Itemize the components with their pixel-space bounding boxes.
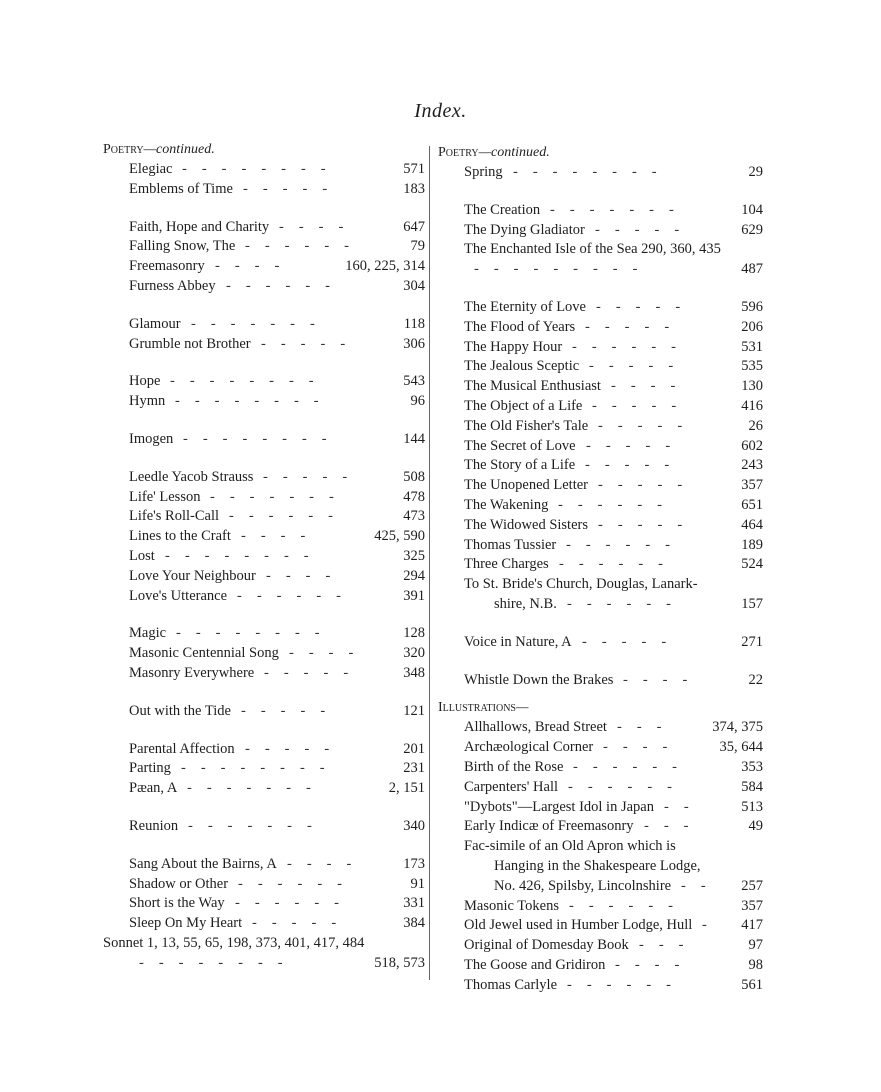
entry-page: 340	[403, 817, 425, 834]
entry-title: Thomas Tussier	[464, 536, 557, 553]
entry-title: Hymn	[129, 393, 166, 410]
entry-page: 353	[741, 758, 763, 775]
leader-dots: -	[702, 917, 722, 934]
index-entry	[438, 496, 763, 516]
entry-title: The Goose and Gridiron	[464, 956, 606, 973]
leader-dots: ------	[567, 976, 686, 993]
entry-title: The Unopened Letter	[464, 477, 589, 494]
entry-page: 348	[403, 664, 425, 681]
leader-dots: ---------	[474, 261, 653, 278]
leader-dots: --------	[170, 373, 329, 390]
entry-title: To St. Bride's Church, Douglas, Lanark-	[464, 576, 698, 593]
leader-dots: ------	[229, 508, 348, 525]
entry-title: Early Indicæ of Freemasonry	[464, 818, 634, 835]
entry-title: Leedle Yacob Strauss	[129, 468, 254, 485]
entry-title: Pæan, A	[129, 780, 178, 797]
index-entry	[438, 516, 763, 536]
entry-title: Love Your Neighbour	[129, 567, 256, 584]
entry-title: Glamour	[129, 315, 181, 332]
entry-page: 26	[748, 417, 763, 434]
entry-page: 130	[741, 378, 763, 395]
entry-page: 524	[741, 556, 763, 573]
leader-dots: -----	[592, 397, 692, 414]
leader-dots: -----	[264, 664, 364, 681]
entry-title: The Dying Gladiator	[464, 221, 585, 238]
leader-dots: ------	[235, 895, 354, 912]
entry-title: Three Charges	[464, 556, 549, 573]
entry-page: 357	[741, 477, 763, 494]
entry-title: Hanging in the Shakespeare Lodge,	[494, 857, 701, 874]
index-entry	[103, 468, 425, 488]
entry-title: Masonry Everywhere	[129, 664, 255, 681]
page-header: Index.	[414, 100, 467, 122]
leader-dots: ------	[569, 897, 688, 914]
index-entry	[438, 536, 763, 556]
index-entry	[438, 201, 763, 221]
entry-page: 571	[403, 161, 425, 177]
index-entry	[103, 277, 425, 297]
leader-dots: ---	[639, 937, 699, 954]
entry-page: 425, 590	[374, 528, 425, 545]
entry-title: Love's Utterance	[129, 587, 228, 604]
entry-title: Hope	[129, 373, 161, 390]
entry-page: 602	[741, 437, 763, 454]
entry-page: 98	[748, 956, 763, 973]
index-entry	[103, 875, 425, 895]
entry-page: 79	[410, 238, 425, 255]
leader-dots: ----	[289, 645, 369, 662]
index-entry	[438, 575, 763, 595]
entry-title: Spring	[464, 164, 503, 180]
leader-dots: --------	[175, 393, 334, 410]
leader-dots: --------	[165, 547, 324, 564]
entry-page: 173	[403, 855, 425, 872]
index-entry	[438, 377, 763, 397]
index-entry	[438, 837, 763, 857]
index-entry	[103, 507, 425, 527]
index-entry	[438, 897, 763, 917]
leader-dots: --	[681, 877, 721, 894]
entry-page: 391	[403, 587, 425, 604]
leader-dots: -----	[245, 740, 345, 757]
index-entry	[438, 240, 763, 260]
index-entry	[438, 318, 763, 338]
leader-dots: -----	[598, 417, 698, 434]
entry-title: Faith, Hope and Charity	[129, 218, 270, 235]
entry-title: Birth of the Rose	[464, 758, 564, 775]
left-column	[103, 140, 425, 974]
entry-title: Sang About the Bairns, A	[129, 855, 277, 872]
index-entry	[103, 934, 425, 954]
leader-dots: --------	[181, 760, 340, 777]
entry-page: 384	[403, 915, 425, 932]
illustration-entries	[438, 718, 763, 995]
entry-page: 160, 225, 314	[345, 258, 425, 275]
section-heading-illustrations	[438, 698, 763, 718]
entry-title: The Creation	[464, 201, 541, 218]
entry-title: Thomas Carlyle	[464, 976, 558, 993]
leader-dots: ----	[279, 218, 359, 235]
entry-title: Reunion	[129, 817, 179, 834]
index-entry	[103, 567, 425, 587]
index-entry	[103, 702, 425, 722]
leader-dots: -------	[550, 201, 689, 218]
group-gap	[438, 615, 763, 633]
entry-page: 271	[741, 633, 763, 650]
index-entry	[438, 718, 763, 738]
section-continued: —continued.	[478, 145, 550, 160]
index-entry	[438, 595, 763, 615]
entry-page: 306	[403, 335, 425, 352]
entry-title: Life's Roll-Call	[129, 508, 220, 525]
index-entry	[438, 357, 763, 377]
entry-page: 513	[741, 798, 763, 815]
leader-dots: ----	[611, 378, 691, 395]
leader-dots: -----	[582, 633, 682, 650]
entry-page: 543	[403, 373, 425, 390]
leader-dots: -----	[252, 915, 352, 932]
leader-dots: ----	[215, 258, 295, 275]
leader-dots: -----	[586, 437, 686, 454]
group-gap	[103, 200, 425, 218]
group-gap	[103, 722, 425, 740]
index-entry	[438, 298, 763, 318]
entry-page: 243	[741, 457, 763, 474]
section-heading-poetry	[438, 143, 763, 163]
index-entry	[438, 778, 763, 798]
index-entry	[103, 894, 425, 914]
index-entry	[103, 855, 425, 875]
leader-dots: -------	[191, 315, 330, 332]
entry-page: 189	[741, 536, 763, 553]
leader-dots: -----	[241, 702, 341, 719]
entry-title: Masonic Centennial Song	[129, 645, 279, 662]
group-gap	[103, 354, 425, 372]
index-entry	[103, 664, 425, 684]
entry-page: 417	[741, 917, 763, 934]
poetry-entries	[438, 163, 763, 690]
entry-title: Old Jewel used in Humber Lodge, Hull	[464, 917, 693, 934]
entry-page: 35, 644	[719, 739, 763, 756]
index-entry	[103, 817, 425, 837]
entry-title: Imogen	[129, 430, 174, 447]
entry-page: 320	[403, 645, 425, 662]
index-entry	[438, 260, 763, 280]
entry-page: 118	[403, 315, 425, 332]
leader-dots: ----	[623, 671, 703, 688]
entry-title: Lost	[129, 547, 155, 564]
leader-dots: ------	[566, 536, 685, 553]
leader-dots: --------	[176, 625, 335, 642]
group-gap	[438, 183, 763, 201]
entry-title: The Wakening	[464, 496, 549, 513]
leader-dots: ------	[245, 238, 364, 255]
leader-dots: ----	[603, 739, 683, 756]
leader-dots: ---	[617, 719, 677, 736]
leader-dots: -----	[585, 457, 685, 474]
index-entry	[438, 857, 763, 877]
leader-dots: -----	[263, 468, 363, 485]
index-entry	[103, 372, 425, 392]
entry-title: Whistle Down the Brakes	[464, 671, 614, 688]
index-entry	[438, 633, 763, 653]
entry-title: Parental Affection	[129, 740, 235, 757]
entry-title: Magic	[129, 625, 167, 642]
leader-dots: ------	[238, 875, 357, 892]
entry-title: The Widowed Sisters	[464, 516, 588, 533]
leader-dots: ------	[568, 778, 687, 795]
entry-title: The Old Fisher's Tale	[464, 417, 589, 434]
entry-page: 374, 375	[712, 719, 763, 736]
leader-dots: --------	[513, 164, 672, 180]
group-gap	[103, 450, 425, 468]
index-entry	[438, 798, 763, 818]
leader-dots: -----	[596, 298, 696, 315]
section-heading-poetry	[103, 140, 425, 160]
index-entry	[438, 671, 763, 691]
entry-page: 325	[403, 547, 425, 564]
entry-page: 91	[410, 875, 425, 892]
group-gap	[103, 684, 425, 702]
leader-dots: ------	[226, 277, 345, 294]
entry-title: Archæological Corner	[464, 739, 594, 756]
group-gap	[438, 280, 763, 298]
entry-page: 49	[748, 818, 763, 835]
section-continued: —continued.	[143, 142, 215, 157]
entry-page: 22	[748, 671, 763, 688]
entry-page: 651	[741, 496, 763, 513]
leader-dots: ------	[573, 758, 692, 775]
index-entry	[103, 954, 425, 974]
index-entry	[103, 392, 425, 412]
entry-page: 535	[741, 358, 763, 375]
index-entry	[438, 163, 763, 183]
leader-dots: -------	[187, 780, 326, 797]
index-entry	[103, 644, 425, 664]
group-gap	[103, 606, 425, 624]
leader-dots: ----	[615, 956, 695, 973]
entry-title: Falling Snow, The	[129, 238, 236, 255]
entry-page: 183	[403, 180, 425, 197]
entry-title: The Happy Hour	[464, 338, 563, 355]
leader-dots: ------	[567, 595, 686, 612]
index-entry	[103, 218, 425, 238]
entry-title: Allhallows, Bread Street	[464, 719, 607, 736]
index-entry	[103, 759, 425, 779]
index-entry	[438, 555, 763, 575]
entry-title: Elegiac	[129, 161, 173, 177]
entry-page: 478	[403, 488, 425, 505]
entry-title: Furness Abbey	[129, 277, 216, 294]
leader-dots: -----	[598, 477, 698, 494]
index-entry	[438, 417, 763, 437]
entry-title: Sonnet 1, 13, 55, 65, 198, 373, 401, 417, 484	[103, 934, 365, 951]
section-title: Illustrations	[438, 700, 516, 716]
entry-title: Freemasonry	[129, 258, 205, 275]
entry-title: The Musical Enthusiast	[464, 378, 601, 395]
entry-page: 464	[741, 516, 763, 533]
index-entry	[438, 916, 763, 936]
index-entry	[438, 397, 763, 417]
section-title: Poetry	[103, 142, 144, 157]
leader-dots: --	[664, 798, 704, 815]
section-continued: —	[516, 700, 529, 716]
entry-title: The Enchanted Isle of the Sea 290, 360, 435	[464, 241, 721, 258]
index-entry	[103, 315, 425, 335]
entry-page: 157	[741, 595, 763, 612]
index-entry	[103, 257, 425, 277]
entry-title: Life' Lesson	[129, 488, 201, 505]
leader-dots: ------	[572, 338, 691, 355]
entry-page: 96	[410, 393, 425, 410]
entry-page: 128	[403, 625, 425, 642]
entry-page: 144	[403, 430, 425, 447]
leader-dots: --------	[183, 430, 342, 447]
leader-dots: -----	[243, 180, 343, 197]
entry-page: 473	[403, 508, 425, 525]
entry-page: 487	[741, 261, 763, 278]
index-entry	[438, 221, 763, 241]
entry-page: 304	[403, 277, 425, 294]
entry-title: shire, N.B.	[494, 595, 557, 612]
entry-title: Grumble not Brother	[129, 335, 251, 352]
index-entry	[103, 527, 425, 547]
leader-dots: -------	[188, 817, 327, 834]
entry-title: No. 426, Spilsby, Lincolnshire	[494, 877, 672, 894]
entry-title: Shadow or Other	[129, 875, 229, 892]
group-gap	[103, 297, 425, 315]
index-entry	[103, 160, 425, 180]
index-entry	[438, 738, 763, 758]
entry-page: 508	[403, 468, 425, 485]
entry-title: The Story of a Life	[464, 457, 576, 474]
entry-title: The Secret of Love	[464, 437, 576, 454]
entry-title: Sleep On My Heart	[129, 915, 243, 932]
leader-dots: ------	[559, 556, 678, 573]
leader-dots: --------	[182, 161, 341, 177]
index-entry	[103, 587, 425, 607]
entry-title: The Flood of Years	[464, 318, 576, 335]
index-entry	[438, 877, 763, 897]
index-entry	[438, 956, 763, 976]
entry-title: Masonic Tokens	[464, 897, 559, 914]
leader-dots: -----	[598, 516, 698, 533]
leader-dots: --------	[139, 954, 298, 971]
leader-dots: -----	[589, 358, 689, 375]
leader-dots: -------	[210, 488, 349, 505]
entry-page: 294	[403, 567, 425, 584]
column-divider	[429, 146, 430, 980]
entry-title: Out with the Tide	[129, 702, 231, 719]
entry-page: 357	[741, 897, 763, 914]
index-entry	[103, 547, 425, 567]
index-entry	[103, 914, 425, 934]
group-gap	[103, 799, 425, 817]
entry-page: 206	[741, 318, 763, 335]
entry-title: Emblems of Time	[129, 180, 233, 197]
entry-title: Original of Domesday Book	[464, 937, 629, 954]
right-column	[438, 143, 763, 995]
entry-page: 629	[741, 221, 763, 238]
group-gap	[103, 837, 425, 855]
leader-dots: ------	[237, 587, 356, 604]
entry-page: 2, 151	[388, 780, 425, 797]
entry-title: The Object of a Life	[464, 397, 583, 414]
index-entry	[438, 817, 763, 837]
entry-title: Lines to the Craft	[129, 528, 231, 545]
section-title: Poetry	[438, 145, 479, 160]
entry-title: Fac-simile of an Old Apron which is	[464, 838, 676, 855]
entry-page: 561	[741, 976, 763, 993]
index-entry	[438, 437, 763, 457]
index-entry	[438, 936, 763, 956]
entry-page: 257	[741, 877, 763, 894]
entry-page: 201	[403, 740, 425, 757]
entry-title: Parting	[129, 760, 171, 777]
group-gap	[438, 653, 763, 671]
leader-dots: -----	[595, 221, 695, 238]
entry-page: 518, 573	[374, 954, 425, 971]
entry-page: 104	[741, 201, 763, 218]
leader-dots: ---	[644, 818, 704, 835]
index-entry	[103, 237, 425, 257]
entry-title: Short is the Way	[129, 895, 225, 912]
index-entry	[438, 456, 763, 476]
entry-page: 331	[403, 895, 425, 912]
entry-page: 584	[741, 778, 763, 795]
leader-dots: -----	[261, 335, 361, 352]
entry-title: Carpenters' Hall	[464, 778, 559, 795]
index-entry	[438, 758, 763, 778]
entry-page: 121	[403, 702, 425, 719]
leader-dots: -----	[585, 318, 685, 335]
entry-page: 231	[403, 760, 425, 777]
index-entry	[103, 180, 425, 200]
entry-page: 97	[748, 937, 763, 954]
entry-title: The Jealous Sceptic	[464, 358, 580, 375]
entry-title: Voice in Nature, A	[464, 633, 572, 650]
leader-dots: ----	[287, 855, 367, 872]
index-entry	[103, 335, 425, 355]
entry-title: "Dybots"—Largest Idol in Japan	[464, 798, 654, 815]
leader-dots: ----	[266, 567, 346, 584]
group-gap	[103, 412, 425, 430]
leader-dots: ------	[558, 496, 677, 513]
index-entry	[103, 430, 425, 450]
index-entry	[103, 624, 425, 644]
index-entry	[103, 740, 425, 760]
index-entry	[103, 779, 425, 799]
index-entry	[438, 476, 763, 496]
index-entry	[103, 488, 425, 508]
entry-page: 29	[748, 164, 763, 180]
index-entry	[438, 338, 763, 358]
entry-page: 416	[741, 397, 763, 414]
index-entry	[438, 976, 763, 996]
leader-dots: ----	[241, 528, 321, 545]
entry-page: 531	[741, 338, 763, 355]
entry-page: 596	[741, 298, 763, 315]
entry-title: The Eternity of Love	[464, 298, 586, 315]
entry-page: 647	[403, 218, 425, 235]
